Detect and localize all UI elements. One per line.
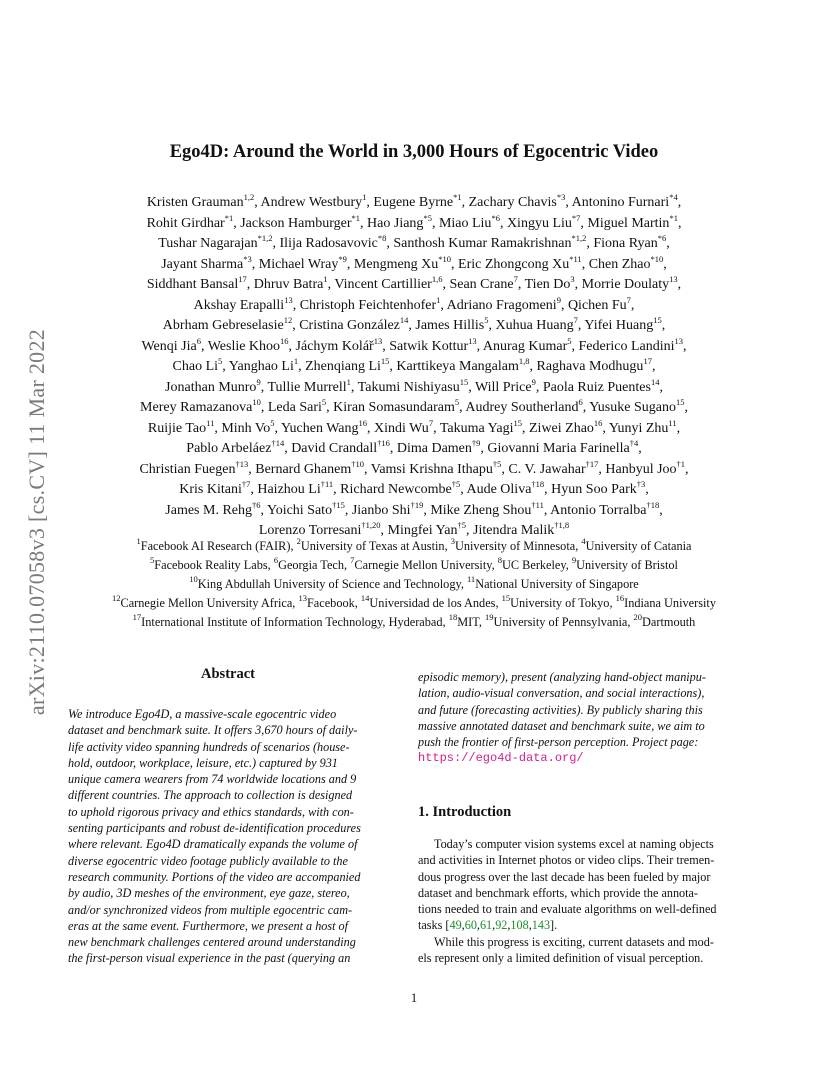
affiliation-line: $^{10}$King Abdullah University of Science and Technology, $^{11}$National University of Singapore: [189, 574, 639, 591]
author-affiliation-mark: *1: [453, 192, 462, 202]
author-affiliation-mark: *6: [657, 233, 667, 243]
abstract-line: where relevant. Ego4D dramatically expands the volume of: [68, 837, 358, 852]
affiliation-name: Facebook AI Research (FAIR): [140, 539, 291, 553]
author-name: Tullie Murrell: [267, 379, 347, 395]
author-name: Zachary Chavis: [468, 195, 557, 210]
project-page-link[interactable]: https://ego4d-data.org/: [418, 751, 584, 766]
abstract-line: unique camera wearers from 74 worldwide locations and 9: [68, 772, 357, 787]
author-affiliation-mark: 16: [593, 417, 603, 428]
author-affiliation-mark: †11: [320, 479, 334, 489]
abstract-line: the first-person visual experience in the past (querying an: [68, 951, 351, 966]
author-affiliation-mark: 13: [468, 335, 477, 346]
author-affiliation-mark: †18: [531, 479, 545, 489]
introduction-line: and activities in Internet photos or video clips. Their tremen-: [418, 853, 715, 868]
author-affiliation-mark: 1,6: [431, 274, 443, 284]
author-name: Cristina González: [299, 318, 400, 333]
author-affiliation-mark: *1: [224, 212, 234, 223]
affiliation-number: 20: [633, 612, 643, 622]
citation-link[interactable]: 92: [495, 918, 508, 933]
affiliation-number: 4: [581, 536, 586, 546]
author-name: Bernard Ghanem: [255, 461, 352, 477]
affiliation-list: [40, 537, 788, 632]
author-name: Ilija Radosavovic: [279, 236, 378, 251]
author-name: Tushar Nagarajan: [158, 236, 258, 251]
author-name: Aude Oliva: [466, 482, 532, 497]
author-affiliation-mark: 13: [674, 335, 684, 346]
author-name: Audrey Southerland: [465, 400, 579, 415]
author-affiliation-mark: 6: [196, 335, 201, 346]
author-affiliation-mark: †10: [351, 458, 365, 469]
author-affiliation-mark: †7: [241, 479, 251, 489]
author-line: James M. Rehg$^{\dagger 6}$, Yoichi Sato$^{\dagger 15}$, Jianbo Shi$^{\dagger 19}$, Mike Zheng Shou$^{\dagger 11}$, Antonio Torralba$^{\dagger 18}$,: [165, 499, 663, 518]
author-name: Jackson Hamburger: [240, 215, 352, 231]
author-affiliation-mark: *9: [338, 253, 347, 264]
author-name: Christoph Feichtenhofer: [299, 297, 437, 313]
abstract-line: new benchmark challenges centered around understanding: [68, 935, 356, 950]
author-affiliation-mark: *10: [438, 253, 452, 264]
author-name: Jonathan Munro: [165, 379, 257, 395]
author-name: James Hillis: [415, 318, 485, 333]
abstract-heading: Abstract: [201, 666, 255, 682]
author-name: Yifei Huang: [584, 318, 654, 333]
affiliation-name: Carnegie Mellon University: [354, 558, 492, 572]
affiliation-name: Dartmouth: [642, 615, 696, 629]
author-name: Will Price: [474, 379, 532, 395]
author-name: Siddhant Bansal: [146, 277, 239, 292]
affiliation-name: Facebook: [306, 596, 355, 610]
author-name: Qichen Fu: [567, 297, 627, 313]
author-name: Fiona Ryan: [593, 236, 658, 251]
author-affiliation-mark: *5: [423, 212, 432, 223]
author-affiliation-mark: †16: [377, 438, 390, 448]
author-affiliation-mark: *1: [351, 212, 361, 223]
author-name: Vamsi Krishna Ithapu: [370, 461, 493, 477]
author-affiliation-mark: 1,8: [518, 356, 530, 366]
author-name: Hanbyul Joo: [605, 461, 677, 477]
affiliation-name: University of Pennsylvania: [493, 615, 628, 629]
author-name: Dima Damen: [396, 441, 472, 456]
author-name: Morrie Doulaty: [581, 277, 670, 292]
author-affiliation-mark: *1: [669, 212, 678, 223]
author-affiliation-mark: †14: [271, 438, 285, 448]
author-name: Pablo Arbeláez: [186, 441, 272, 456]
author-name: Mingfei Yan: [387, 523, 458, 538]
author-name: Antonino Furnari: [571, 195, 670, 210]
author-name: Antonio Torralba: [550, 502, 647, 518]
author-name: Eric Zhongcong Xu: [458, 256, 570, 272]
author-name: Richard Newcombe: [340, 482, 452, 497]
author-affiliation-mark: 13: [284, 294, 293, 305]
author-name: Anurag Kumar: [482, 338, 568, 354]
author-affiliation-mark: *1,2: [571, 233, 587, 243]
author-affiliation-mark: †18: [646, 499, 660, 510]
author-affiliation-mark: †11: [531, 499, 544, 510]
author-affiliation-mark: 13: [669, 274, 678, 284]
citation-link[interactable]: 60: [464, 918, 477, 933]
author-affiliation-mark: †1: [676, 458, 686, 469]
author-affiliation-mark: 1: [323, 274, 328, 284]
author-name: Kristen Grauman: [146, 195, 244, 210]
author-name: Xindi Wu: [374, 420, 429, 436]
author-affiliation-mark: †5: [457, 520, 467, 530]
affiliation-number: 5: [150, 555, 155, 565]
author-name: Haizhou Li: [257, 482, 321, 497]
page-number: 1: [410, 991, 418, 1005]
author-name: Santhosh Kumar Ramakrishnan: [393, 236, 572, 251]
abstract-line: We introduce Ego4D, a massive-scale egocentric video: [68, 707, 337, 721]
arxiv-identifier: [22, 282, 52, 762]
author-name: Satwik Kottur: [389, 338, 469, 354]
author-affiliation-mark: †17: [585, 458, 599, 469]
author-name: Zhenqiang Li: [305, 359, 381, 374]
author-name: Weslie Khoo: [207, 338, 281, 354]
author-name: Minh Vo: [221, 420, 271, 436]
affiliation-number: 3: [450, 536, 455, 546]
citation-link[interactable]: 108: [510, 918, 529, 933]
author-affiliation-mark: 1: [436, 294, 441, 305]
author-affiliation-mark: 3: [570, 274, 575, 284]
affiliation-name: International Institute of Information Technology, Hyderabad: [141, 615, 443, 629]
affiliation-number: 9: [571, 555, 577, 565]
introduction-line: While this progress is exciting, current datasets and mod-: [434, 934, 714, 949]
author-line: Chao Li$^5$, Yanghao Li$^1$, Zhenqiang Li$^{15}$, Karttikeya Mangalam$^{1,8}$, Raghava Modhugu$^{17}$,: [172, 356, 656, 374]
affiliation-name: National University of Singapore: [475, 577, 639, 591]
author-name: Chao Li: [172, 359, 219, 374]
author-name: Karttikeya Mangalam: [396, 359, 519, 374]
author-affiliation-mark: *7: [571, 212, 581, 223]
affiliation-name: Indiana University: [624, 596, 716, 610]
author-name: Miguel Martin: [587, 215, 670, 231]
author-affiliation-mark: *6: [491, 212, 500, 223]
author-name: Xuhua Huang: [495, 318, 574, 333]
introduction-line: dous progress over the last decade has been fueled by major: [418, 869, 711, 884]
affiliation-name: Facebook Reality Labs: [154, 558, 268, 572]
author-name: Leda Sari: [267, 400, 322, 415]
author-affiliation-mark: 15: [513, 417, 522, 428]
author-affiliation-mark: *8: [377, 233, 387, 243]
author-line: Kristen Grauman$^{1,2}$, Andrew Westbury$^1$, Eugene Byrne$^{*1}$, Zachary Chavis$^{*3}$, Antonino Furnari$^{*4}$,: [146, 192, 682, 210]
author-name: Raghava Modhugu: [536, 359, 644, 374]
author-affiliation-mark: 9: [531, 376, 536, 387]
introduction-line: els represent only a limited definition of visual perception.: [418, 951, 704, 966]
abstract-line: massive annotated dataset and benchmark suite, we aim to: [418, 718, 705, 733]
author-affiliation-mark: *3: [556, 192, 566, 202]
affiliation-number: 7: [350, 555, 355, 565]
author-name: Yuchen Wang: [280, 420, 359, 436]
affiliation-name: King Abdullah University of Science and Technology: [197, 577, 461, 591]
introduction-line: dataset and benchmark efforts, which provide the annota-: [418, 885, 698, 900]
author-name: Takuma Yagi: [439, 420, 514, 436]
author-affiliation-mark: 1,2: [243, 192, 255, 202]
abstract-line: and future (forecasting activities). By publicly sharing this: [418, 702, 703, 717]
author-affiliation-mark: 11: [206, 417, 215, 428]
author-affiliation-mark: 13: [373, 335, 383, 346]
abstract-line: life activity video spanning hundreds of scenarios (house-: [68, 739, 350, 754]
affiliation-number: 16: [615, 593, 625, 603]
affiliation-name: University of Texas at Austin: [300, 539, 445, 553]
author-affiliation-mark: 9: [556, 294, 561, 305]
author-line: Akshay Erapalli$^{13}$, Christoph Feichtenhofer$^1$, Adriano Fragomeni$^9$, Qichen Fu$^7$,: [193, 294, 635, 313]
author-name: Rohit Girdhar: [146, 215, 225, 231]
author-affiliation-mark: †1,8: [554, 520, 570, 530]
author-line: Tushar Nagarajan$^{*1,2}$, Ilija Radosavovic$^{*8}$, Santhosh Kumar Ramakrishnan$^{*1,2}$, Fiona Ryan$^{*6}$,: [158, 233, 670, 251]
author-affiliation-mark: 5: [270, 417, 275, 428]
author-name: Mike Zheng Shou: [430, 502, 532, 518]
introduction-paragraph: [418, 836, 742, 917]
author-affiliation-mark: 16: [280, 335, 289, 346]
author-affiliation-mark: *3: [243, 253, 252, 264]
author-affiliation-mark: 14: [650, 376, 660, 387]
affiliation-name: University of Minnesota: [454, 539, 576, 553]
affiliation-number: 1: [136, 536, 141, 546]
affiliation-number: 19: [484, 612, 494, 622]
author-line: Merey Ramazanova$^{10}$, Leda Sari$^5$, Kiran Somasundaram$^5$, Audrey Southerland$^6$, Yusuke Sugano$^{15}$,: [140, 397, 688, 415]
author-line: Rohit Girdhar$^{*1}$, Jackson Hamburger$^{*1}$, Hao Jiang$^{*5}$, Miao Liu$^{*6}$, Xingyu Liu$^{*7}$, Miguel Martin$^{*1}$,: [146, 212, 682, 231]
author-name: Federico Landini: [578, 338, 675, 354]
author-affiliation-mark: †9: [471, 438, 481, 448]
author-affiliation-mark: †5: [451, 479, 461, 489]
introduction-paragraph: [418, 934, 742, 967]
author-affiliation-mark: 1: [346, 376, 351, 387]
author-affiliation-mark: 5: [567, 335, 572, 346]
author-name: Paola Ruiz Puentes: [542, 379, 651, 395]
author-affiliation-mark: 1: [293, 356, 299, 366]
author-affiliation-mark: 7: [626, 294, 631, 305]
author-name: Michael Wray: [258, 256, 339, 272]
author-affiliation-mark: 5: [218, 356, 223, 366]
introduction-line: tions needed to train and evaluate algorithms on well-defined: [418, 902, 717, 917]
author-affiliation-mark: 14: [399, 315, 409, 325]
introduction-body: [418, 836, 742, 966]
affiliation-number: 11: [467, 574, 476, 584]
author-name: Ruijie Tao: [147, 420, 207, 436]
affiliation-name: University of Bristol: [576, 558, 678, 572]
author-name: Hyun Soo Park: [551, 482, 637, 497]
author-name: Jáchym Kolář: [295, 338, 374, 354]
introduction-line: [418, 917, 742, 933]
paper-title: Ego4D: Around the World in 3,000 Hours of Egocentric Video: [169, 142, 659, 162]
citation-link[interactable]: 61: [479, 918, 493, 933]
author-affiliation-mark: †15: [332, 499, 345, 510]
author-affiliation-mark: †5: [492, 458, 502, 469]
author-name: Jayant Sharma: [161, 256, 244, 272]
author-affiliation-mark: †13: [235, 458, 249, 469]
author-line: Jonathan Munro$^9$, Tullie Murrell$^1$, Takumi Nishiyasu$^{15}$, Will Price$^9$, Paola Ruiz Puentes$^{14}$,: [165, 376, 663, 395]
abstract-line: by audio, 3D meshes of the environment, eye gaze, stereo,: [68, 886, 350, 901]
arxiv-identifier-text: arXiv:2110.07058v3 [cs.CV] 11 Mar 2022: [24, 328, 50, 716]
author-affiliation-mark: 7: [513, 274, 518, 284]
author-affiliation-mark: 5: [484, 315, 489, 325]
author-name: Jitendra Malik: [473, 523, 555, 538]
author-name: Miao Liu: [438, 215, 492, 231]
text-fragment: tasks [: [418, 918, 450, 933]
affiliation-number: 13: [298, 593, 307, 603]
affiliation-line: $^5$Facebook Reality Labs, $^6$Georgia Tech, $^7$Carnegie Mellon University, $^8$UC Berkeley, $^9$University of Bristol: [150, 555, 678, 572]
author-affiliation-mark: 7: [573, 315, 578, 325]
author-name: Andrew Westbury: [260, 195, 363, 210]
author-affiliation-mark: 15: [653, 315, 662, 325]
author-name: Dhruv Batra: [253, 277, 324, 292]
author-name: Lorenzo Torresani: [258, 523, 362, 538]
author-name: Yunyi Zhu: [608, 420, 669, 436]
introduction-line: Today’s computer vision systems excel at naming objects: [434, 837, 714, 851]
author-name: Jianbo Shi: [351, 502, 411, 518]
author-affiliation-mark: 5: [321, 397, 327, 407]
author-name: Tien Do: [524, 277, 571, 292]
author-affiliation-mark: 15: [380, 356, 390, 366]
author-affiliation-mark: †1,20: [361, 520, 381, 530]
author-name: James M. Rehg: [165, 502, 252, 518]
author-affiliation-mark: 12: [283, 315, 293, 325]
author-affiliation-mark: *10: [650, 253, 664, 264]
author-name: Yusuke Sugano: [589, 400, 676, 415]
affiliation-line: $^1$Facebook AI Research (FAIR), $^2$University of Texas at Austin, $^3$University of Minnesota, $^4$University of Catania: [136, 536, 692, 553]
author-affiliation-mark: 6: [578, 397, 583, 407]
affiliation-number: 10: [189, 574, 198, 584]
author-name: Kris Kitani: [179, 482, 242, 497]
author-line: Lorenzo Torresani$^{\dagger 1,20}$, Mingfei Yan$^{\dagger 5}$, Jitendra Malik$^{\dagger 1,8}$: [258, 520, 570, 538]
affiliation-name: UC Berkeley: [502, 558, 566, 572]
author-name: Christian Fuegen: [139, 461, 236, 477]
section-heading-introduction: 1. Introduction: [418, 804, 512, 820]
author-affiliation-mark: †3: [636, 479, 646, 489]
affiliation-number: 15: [501, 593, 511, 603]
affiliation-name: Georgia Tech: [278, 558, 345, 572]
author-name: Merey Ramazanova: [140, 400, 253, 415]
author-affiliation-mark: †19: [410, 499, 424, 510]
author-name: Takumi Nishiyasu: [357, 379, 460, 395]
author-affiliation-mark: 15: [459, 376, 469, 387]
abstract-line: different countries. The approach to collection is designed: [68, 788, 353, 803]
author-affiliation-mark: 10: [252, 397, 261, 407]
abstract-line: eras at the same event. Furthermore, we present a host of: [68, 918, 349, 933]
author-line: Ruijie Tao$^{11}$, Minh Vo$^5$, Yuchen Wang$^{16}$, Xindi Wu$^7$, Takuma Yagi$^{15}$, Ziwei Zhao$^{16}$, Yunyi Zhu$^{11}$,: [147, 417, 681, 436]
author-name: Abrham Gebreselasie: [162, 318, 284, 333]
affiliation-line: $^{17}$International Institute of Information Technology, Hyderabad, $^{18}$MIT, $^{19}$University of Pennsylvania, $^{20}$Dartmouth: [132, 612, 696, 629]
author-line: Jayant Sharma$^{*3}$, Michael Wray$^{*9}$, Mengmeng Xu$^{*10}$, Eric Zhongcong Xu$^{*11}$, Chen Zhao$^{*10}$,: [161, 253, 667, 272]
author-name: Akshay Erapalli: [193, 297, 285, 313]
author-name: C. V. Jawahar: [508, 461, 586, 477]
author-line: Christian Fuegen$^{\dagger 13}$, Bernard Ghanem$^{\dagger 10}$, Vamsi Krishna Ithapu$^{\dagger 5}$, C. V. Jawahar$^{\dagger 17}$, Hanbyul Joo$^{\dagger 1}$,: [139, 458, 689, 477]
author-affiliation-mark: †6: [252, 499, 261, 510]
affiliation-number: 2: [296, 536, 301, 546]
abstract-line: hold, outdoor, workplace, leisure, etc.) captured by 931: [68, 755, 338, 770]
affiliation-number: 6: [273, 555, 279, 565]
citation-list: 49,60,61,92,108,143: [449, 918, 551, 933]
abstract-line: diverse egocentric video footage publicly available to the: [68, 853, 348, 868]
author-name: David Crandall: [291, 441, 378, 456]
author-affiliation-mark: 9: [256, 376, 261, 387]
affiliation-name: Carnegie Mellon University Africa: [120, 596, 293, 610]
author-line: Wenqi Jia$^6$, Weslie Khoo$^{16}$, Jáchym Kolář$^{13}$, Satwik Kottur$^{13}$, Anurag Kumar$^5$, Federico Landini$^{13}$,: [141, 335, 687, 354]
affiliation-name: University of Catania: [585, 539, 692, 553]
abstract-line: and/or synchronized videos from multiple egocentric cam-: [68, 902, 353, 917]
affiliation-number: 17: [132, 612, 142, 622]
author-affiliation-mark: 17: [643, 356, 652, 366]
author-affiliation-mark: 15: [675, 397, 685, 407]
abstract-line: senting participants and robust de-identification procedures: [68, 821, 361, 836]
abstract-line: push the frontier of first-person perception. Project page:: [418, 735, 699, 750]
author-affiliation-mark: †4: [629, 438, 639, 448]
author-affiliation-mark: 11: [668, 417, 677, 428]
affiliation-number: 8: [497, 555, 502, 565]
author-name: Hao Jiang: [367, 215, 424, 231]
abstract-line: lation, audio-visual conversation, and social interactions),: [418, 686, 705, 701]
affiliation-line: $^{12}$Carnegie Mellon University Africa, $^{13}$Facebook, $^{14}$Universidad de los Andes, $^{15}$University of Tokyo, $^{16}$Indiana University: [112, 593, 716, 610]
author-line: Abrham Gebreselasie$^{12}$, Cristina González$^{14}$, James Hillis$^5$, Xuhua Huang$^7$, Yifei Huang$^{15}$,: [162, 315, 666, 333]
author-name: Giovanni Maria Farinella: [487, 441, 630, 456]
author-name: Wenqi Jia: [141, 338, 197, 354]
affiliation-name: University of Tokyo: [510, 596, 610, 610]
text-fragment: ].: [550, 918, 558, 933]
abstract-line: episodic memory), present (analyzing hand-object manipu-: [418, 670, 706, 684]
abstract-line: research community. Portions of the video are accompanied: [68, 869, 361, 884]
author-list: [60, 193, 768, 542]
author-line: Siddhant Bansal$^{17}$, Dhruv Batra$^1$, Vincent Cartillier$^{1,6}$, Sean Crane$^7$, Tien Do$^3$, Morrie Doulaty$^{13}$,: [146, 274, 682, 292]
author-name: Mengmeng Xu: [353, 256, 439, 272]
author-affiliation-mark: *11: [569, 253, 582, 264]
affiliation-number: 18: [448, 612, 458, 622]
author-line: Pablo Arbeláez$^{\dagger 14}$, David Crandall$^{\dagger 16}$, Dima Damen$^{\dagger 9}$, Giovanni Maria Farinella$^{\dagger 4}$,: [186, 438, 642, 456]
author-name: Vincent Cartillier: [334, 277, 432, 292]
author-name: Chen Zhao: [588, 256, 651, 272]
author-line: Kris Kitani$^{\dagger 7}$, Haizhou Li$^{\dagger 11}$, Richard Newcombe$^{\dagger 5}$, Aude Oliva$^{\dagger 18}$, Hyun Soo Park$^{\dagger 3}$,: [179, 479, 649, 497]
citation-link[interactable]: 143: [531, 918, 551, 933]
author-name: Yoichi Sato: [266, 502, 333, 518]
author-affiliation-mark: 1: [362, 192, 367, 202]
author-name: Xingyu Liu: [506, 215, 572, 231]
affiliation-name: MIT: [457, 615, 479, 629]
author-name: Kiran Somasundaram: [333, 400, 455, 415]
author-name: Sean Crane: [449, 277, 514, 292]
abstract-line: dataset and benchmark suite. It offers 3,670 hours of daily-: [68, 723, 358, 738]
author-affiliation-mark: 5: [454, 397, 460, 407]
author-affiliation-mark: 7: [428, 417, 434, 428]
citation-link[interactable]: 49: [449, 918, 462, 933]
affiliation-number: 12: [112, 593, 121, 603]
author-affiliation-mark: *4: [669, 192, 678, 202]
author-name: Adriano Fragomeni: [446, 297, 557, 313]
affiliation-name: Universidad de los Andes: [369, 596, 496, 610]
author-name: Ziwei Zhao: [529, 420, 594, 436]
abstract-continued: [418, 669, 742, 767]
abstract-line: to uphold rigorous privacy and ethics standards, with con-: [68, 804, 354, 819]
affiliation-number: 14: [360, 593, 370, 603]
author-affiliation-mark: *1,2: [257, 233, 273, 243]
author-name: Eugene Byrne: [373, 195, 454, 210]
abstract-body: [68, 706, 392, 967]
author-name: Yanghao Li: [228, 359, 294, 374]
author-affiliation-mark: 16: [358, 417, 368, 428]
author-affiliation-mark: 17: [238, 274, 247, 284]
